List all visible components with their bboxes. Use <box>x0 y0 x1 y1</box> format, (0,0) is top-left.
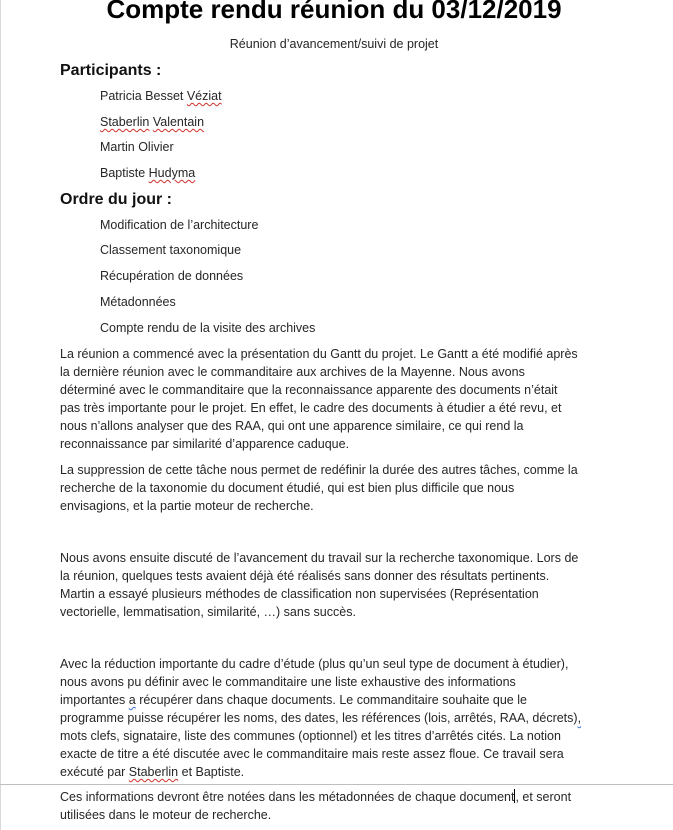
text-line: La suppression de cette tâche nous permet de redéfinir la durée des autres tâches, comme la <box>60 463 578 477</box>
text-segment: mots clefs, signataire, liste des communes (optionnel) et les titres d’arrêtés cités. La notion <box>60 729 561 743</box>
text-line <box>60 691 616 709</box>
text-line <box>60 727 616 745</box>
agenda-item: Modification de l’architecture <box>100 218 259 232</box>
agenda-item: Classement taxonomique <box>100 243 242 257</box>
text-line: reconnaissance par similarité d’apparence caduque. <box>60 437 350 451</box>
paragraph-gantt <box>60 345 616 453</box>
text-segment: Ces informations devront être notées dans les métadonnées de chaque document <box>60 790 515 804</box>
text-segment: programme puisse récupérer les noms, des dates, les références (lois, arrêtés, RAA, décrets) <box>60 711 578 725</box>
participant-item[interactable] <box>100 140 174 154</box>
text-line: exacte de titre a été discutée avec le commanditaire mais reste assez floue. Ce travail sera <box>60 747 564 761</box>
participants-heading: Participants : <box>60 62 162 79</box>
participant-item[interactable] <box>100 115 204 129</box>
text-line: pas très importante pour le projet. En effet, le cadre des documents à étudier a été revu, et <box>60 401 562 415</box>
spelling-flag[interactable]: Hudyma <box>148 166 196 180</box>
grammar-flag[interactable]: , <box>577 711 582 725</box>
agenda-item: Récupération de données <box>100 269 244 283</box>
spelling-flag[interactable]: Staberlin <box>128 765 179 779</box>
text-line: La réunion a commencé avec la présentation du Gantt du projet. Le Gantt a été modifié après <box>60 347 578 361</box>
paragraph-suppression <box>60 461 616 515</box>
page-break-line <box>0 784 673 785</box>
text-line: nous avons pu définir avec le commanditaire une liste exhaustive des informations <box>60 675 516 689</box>
participant-name: Baptiste <box>100 166 149 180</box>
text-line: envisagions, et la partie moteur de recherche. <box>60 499 314 513</box>
text-segment: et Baptiste. <box>178 765 245 779</box>
text-line <box>60 763 616 781</box>
text-line: la réunion, quelques tests avaient déjà été réalisés sans donner des résultats pertinents. <box>60 569 550 583</box>
text-line: Martin a essayé plusieurs méthodes de classification non supervisées (Représentation <box>60 587 539 601</box>
text-line[interactable] <box>60 788 616 806</box>
text-segment: récupérer dans chaque documents. Le commanditaire souhaite que le <box>135 693 527 707</box>
paragraph-metadata[interactable] <box>60 788 616 824</box>
paragraph-taxonomy <box>60 549 616 621</box>
agenda-item: Métadonnées <box>100 295 176 309</box>
spelling-flag[interactable]: Staberlin <box>100 115 150 129</box>
grammar-flag[interactable]: a <box>128 693 136 707</box>
page-edge <box>0 0 1 830</box>
text-line: utilisées dans le moteur de recherche. <box>60 808 272 822</box>
spelling-flag[interactable]: Véziat <box>186 89 222 103</box>
spelling-flag[interactable]: Valentain <box>152 115 205 129</box>
paragraph-extraction <box>60 655 616 781</box>
text-line <box>60 709 616 727</box>
participant-name: Martin Olivier <box>100 140 174 154</box>
document-title: Compte rendu réunion du 03/12/2019 <box>106 0 562 24</box>
agenda-item: Compte rendu de la visite des archives <box>100 321 316 335</box>
text-line: Nous avons ensuite discuté de l’avancement du travail sur la recherche taxonomique. Lors de <box>60 551 579 565</box>
text-line: nous n’allons analyser que des RAA, qui ont une apparence similaire, ce qui rend la <box>60 419 524 433</box>
text-segment: exécuté par <box>60 765 129 779</box>
text-line: la dernière réunion avec le commanditaire aux archives de la Mayenne. Nous avons <box>60 365 525 379</box>
participant-item[interactable] <box>100 89 222 103</box>
text-segment: , et seront <box>515 790 572 804</box>
text-line: déterminé avec le commanditaire que la reconnaissance apparente des documents n’était <box>60 383 558 397</box>
text-line: vectorielle, lemmatisation, similarité, …) sans succès. <box>60 605 356 619</box>
participant-item[interactable] <box>100 166 195 180</box>
participant-name: Patricia Besset <box>100 89 187 103</box>
agenda-heading: Ordre du jour : <box>60 191 172 208</box>
text-segment: importantes <box>60 693 129 707</box>
text-line: recherche de la taxonomie du document étudié, qui est bien plus difficile que nous <box>60 481 515 495</box>
document-subtitle: Réunion d’avancement/suivi de projet <box>229 37 439 51</box>
text-line: Avec la réduction importante du cadre d’étude (plus qu’un seul type de document à étudier), <box>60 657 569 671</box>
